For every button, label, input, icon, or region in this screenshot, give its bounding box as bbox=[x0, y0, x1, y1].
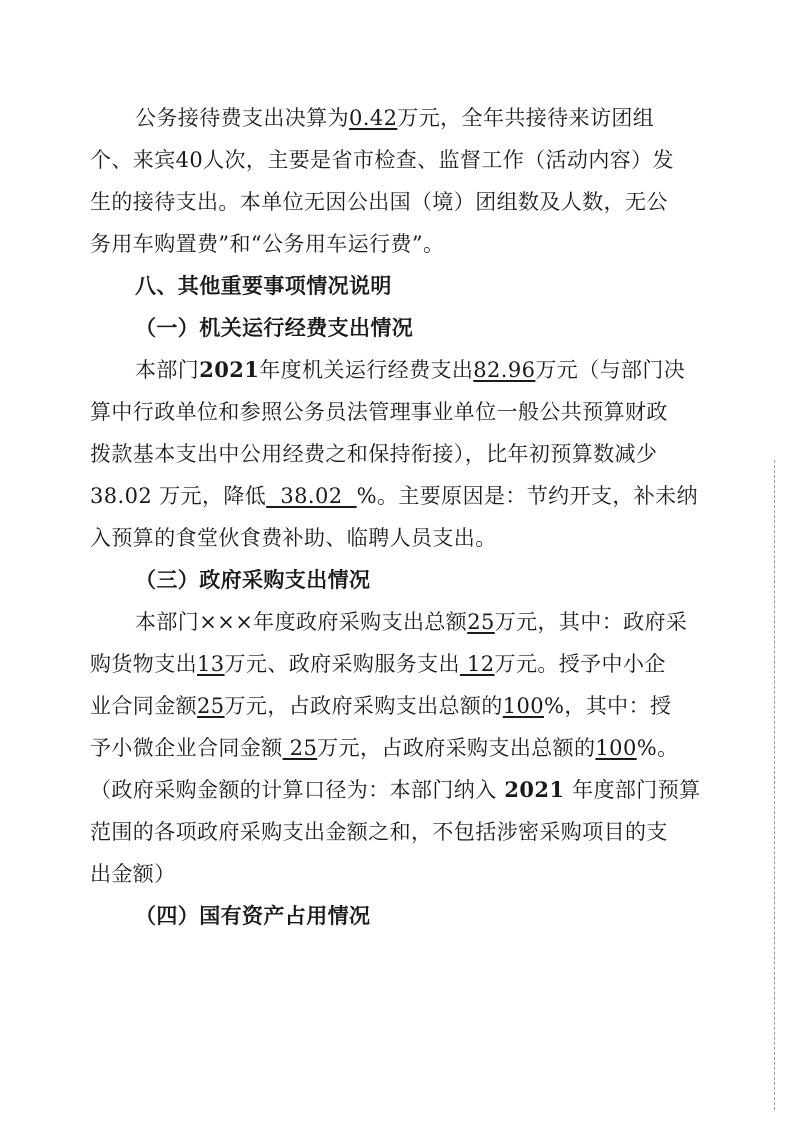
operating-line-5: 入预算的食堂伙食费补助、临聘人员支出。 bbox=[90, 526, 497, 550]
text: 予小微企业合同金额 bbox=[90, 736, 283, 760]
year: 2021 bbox=[496, 777, 573, 802]
subsection-heading-state-assets: （四）国有资产占用情况 bbox=[135, 903, 371, 928]
text: %，其中：授 bbox=[544, 694, 672, 718]
procurement-total: 25 bbox=[467, 610, 495, 634]
text: 万元，全年共接待来访团组 bbox=[397, 106, 655, 130]
subsection-heading-operating-costs: （一）机关运行经费支出情况 bbox=[135, 315, 414, 340]
text: 公务接待费支出决算为 bbox=[135, 106, 349, 130]
micro-percent: 100 bbox=[595, 736, 637, 760]
operating-amount: 82.96 bbox=[473, 358, 536, 382]
text: 万元。授予中小企 bbox=[494, 652, 666, 676]
scan-edge-line bbox=[773, 460, 775, 1110]
services-amount: 12 bbox=[459, 652, 495, 676]
operating-line-1 bbox=[135, 356, 745, 384]
text: 本部门 bbox=[135, 358, 200, 382]
text: %。主要原因是：节约开支，补未纳 bbox=[356, 484, 698, 508]
reception-amount: 0.42 bbox=[349, 106, 398, 130]
procurement-line-2 bbox=[90, 650, 700, 678]
year: 2021 bbox=[199, 357, 260, 382]
text: 万元，其中：政府采 bbox=[494, 610, 688, 634]
text: 万元，占政府采购支出总额的 bbox=[224, 694, 503, 718]
subsection-heading-procurement: （三）政府采购支出情况 bbox=[135, 567, 371, 592]
reception-line-2: 个、来宾40人次，主要是省市检查、监督工作（活动内容）发 bbox=[90, 148, 674, 172]
micro-amount: 25 bbox=[282, 736, 318, 760]
procurement-line-3 bbox=[90, 692, 700, 720]
reception-line-4: 务用车购置费”和“公务用车运行费”。 bbox=[90, 232, 445, 256]
text: 本部门×××年度政府采购支出总额 bbox=[135, 610, 468, 634]
sme-percent: 100 bbox=[502, 694, 545, 718]
operating-line-2: 算中行政单位和参照公务员法管理事业单位一般公共预算财政 bbox=[90, 400, 668, 424]
text: 万元、政府采购服务支出 bbox=[224, 652, 460, 676]
decrease-percent: 38.02 bbox=[266, 484, 357, 508]
goods-amount: 13 bbox=[197, 652, 225, 676]
procurement-line-7: 出金额） bbox=[90, 862, 176, 886]
operating-line-3: 拨款基本支出中公用经费之和保持衔接），比年初预算数减少 bbox=[90, 442, 658, 466]
procurement-line-5 bbox=[90, 776, 700, 804]
text: （政府采购金额的计算口径为：本部门纳入 bbox=[90, 778, 497, 802]
procurement-line-4 bbox=[90, 734, 700, 762]
reception-line-3: 生的接待支出。本单位无因公出国（境）团组数及人数，无公 bbox=[90, 190, 668, 214]
text: 年度机关运行经费支出 bbox=[259, 358, 474, 382]
sme-amount: 25 bbox=[197, 694, 225, 718]
procurement-line-6: 范围的各项政府采购支出金额之和，不包括涉密采购项目的支 bbox=[90, 820, 668, 844]
operating-line-4 bbox=[90, 482, 700, 510]
text: %。 bbox=[636, 736, 679, 760]
section-heading-8: 八、其他重要事项情况说明 bbox=[135, 273, 392, 298]
text: 年度部门预算 bbox=[572, 778, 701, 802]
text: 业合同金额 bbox=[90, 694, 197, 718]
procurement-line-1 bbox=[135, 608, 745, 636]
reception-line-1 bbox=[135, 104, 745, 132]
text: 购货物支出 bbox=[90, 652, 197, 676]
text: 万元（与部门决 bbox=[535, 358, 686, 382]
text: 万元，占政府采购支出总额的 bbox=[317, 736, 596, 760]
text: 38.02 万元，降低 bbox=[90, 484, 267, 508]
